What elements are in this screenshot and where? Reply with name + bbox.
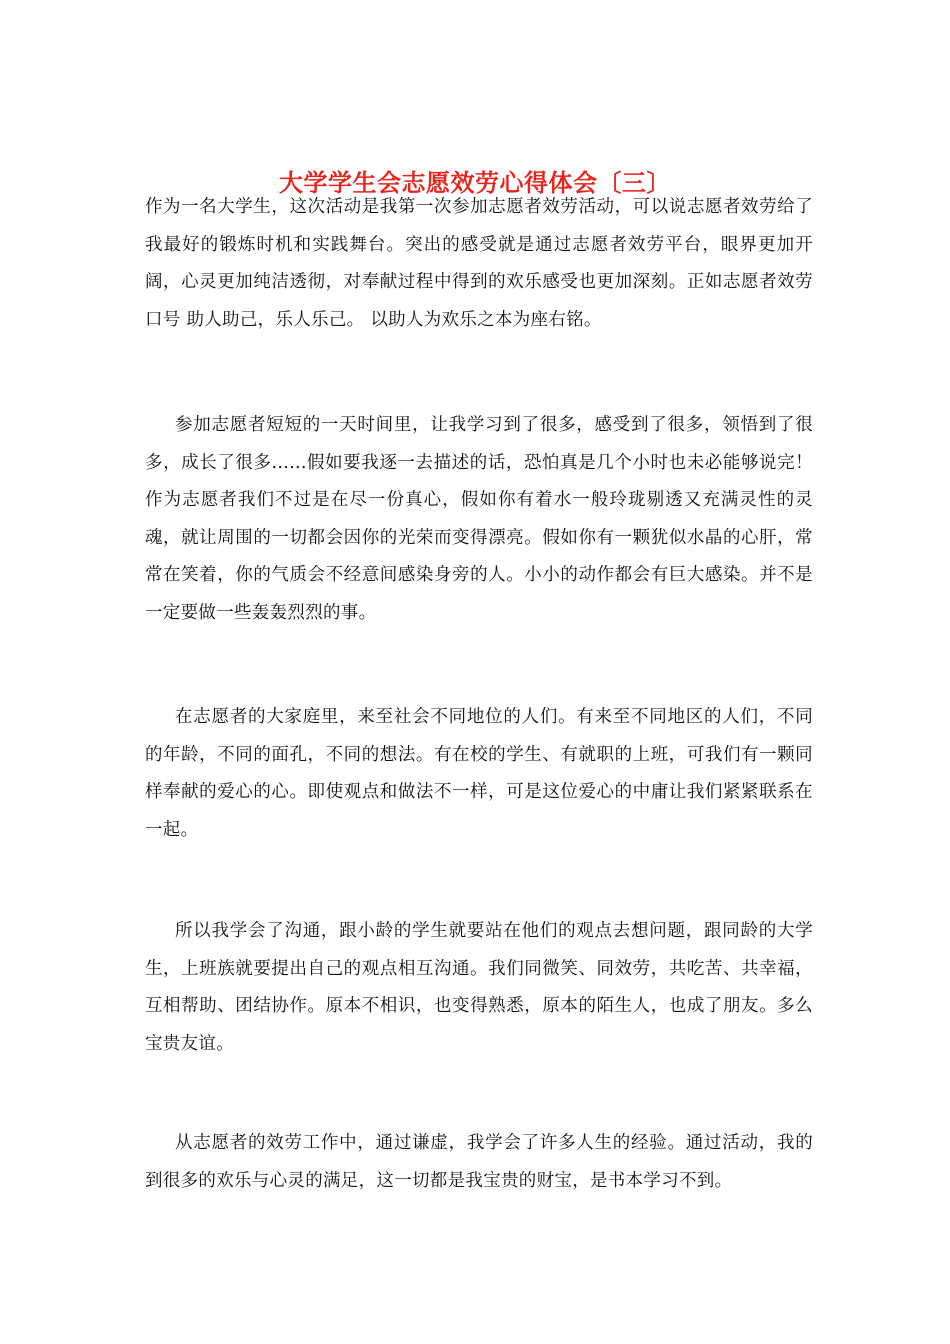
paragraph-1: 作为一名大学生，这次活动是我第一次参加志愿者效劳活动，可以说志愿者效劳给了我最好的锻炼时机和实践舞台。突出的感受就是通过志愿者效劳平台，眼界更加开阔，心灵更加纯洁透彻，对奉献过程中得到的欢乐感受也更加深刻。正如志愿者效劳口号 助人助己，乐人乐己。 以助人为欢乐之本为座右铭。 [145,197,813,330]
paragraph-2: 参加志愿者短短的一天时间里，让我学习到了很多，感受到了很多，领悟到了很多，成长了很多......假如要我逐一去描述的话，恐怕真是几个小时也未必能够说完！作为志愿者我们不过是在尽一份真心，假如你有着水一般玲珑剔透又充满灵性的灵魂，就让周围的一切都会因你的光荣而变得漂亮。假如你有一颗犹似水晶的心肝，常常在笑着，你的气质会不经意间感染身旁的人。小小的动作都会有巨大感染。并不是一定要做一些轰轰烈烈的事。 [145,415,813,623]
paragraph-3: 在志愿者的大家庭里，来至社会不同地位的人们。有来至不同地区的人们，不同的年龄，不同的面孔，不同的想法。有在校的学生、有就职的上班，可我们有一颗同样奉献的爱心的心。即使观点和做法不一样，可是这位爱心的中庸让我们紧紧联系在一起。 [145,707,813,840]
page-title: 大学学生会志愿效劳心得体会〔三〕 [279,168,671,198]
paragraph-4: 所以我学会了沟通，跟小龄的学生就要站在他们的观点去想问题，跟同龄的大学生，上班族就要提出自己的观点相互沟通。我们同微笑、同效劳，共吃苦、共幸福，互相帮助、团结协作。原本不相识，也变得熟悉，原本的陌生人，也成了朋友。多么宝贵友谊。 [145,921,813,1054]
paragraph-5: 从志愿者的效劳工作中，通过谦虚，我学会了许多人生的经验。通过活动，我的到很多的欢乐与心灵的满足，这一切都是我宝贵的财宝，是书本学习不到。 [145,1133,813,1191]
